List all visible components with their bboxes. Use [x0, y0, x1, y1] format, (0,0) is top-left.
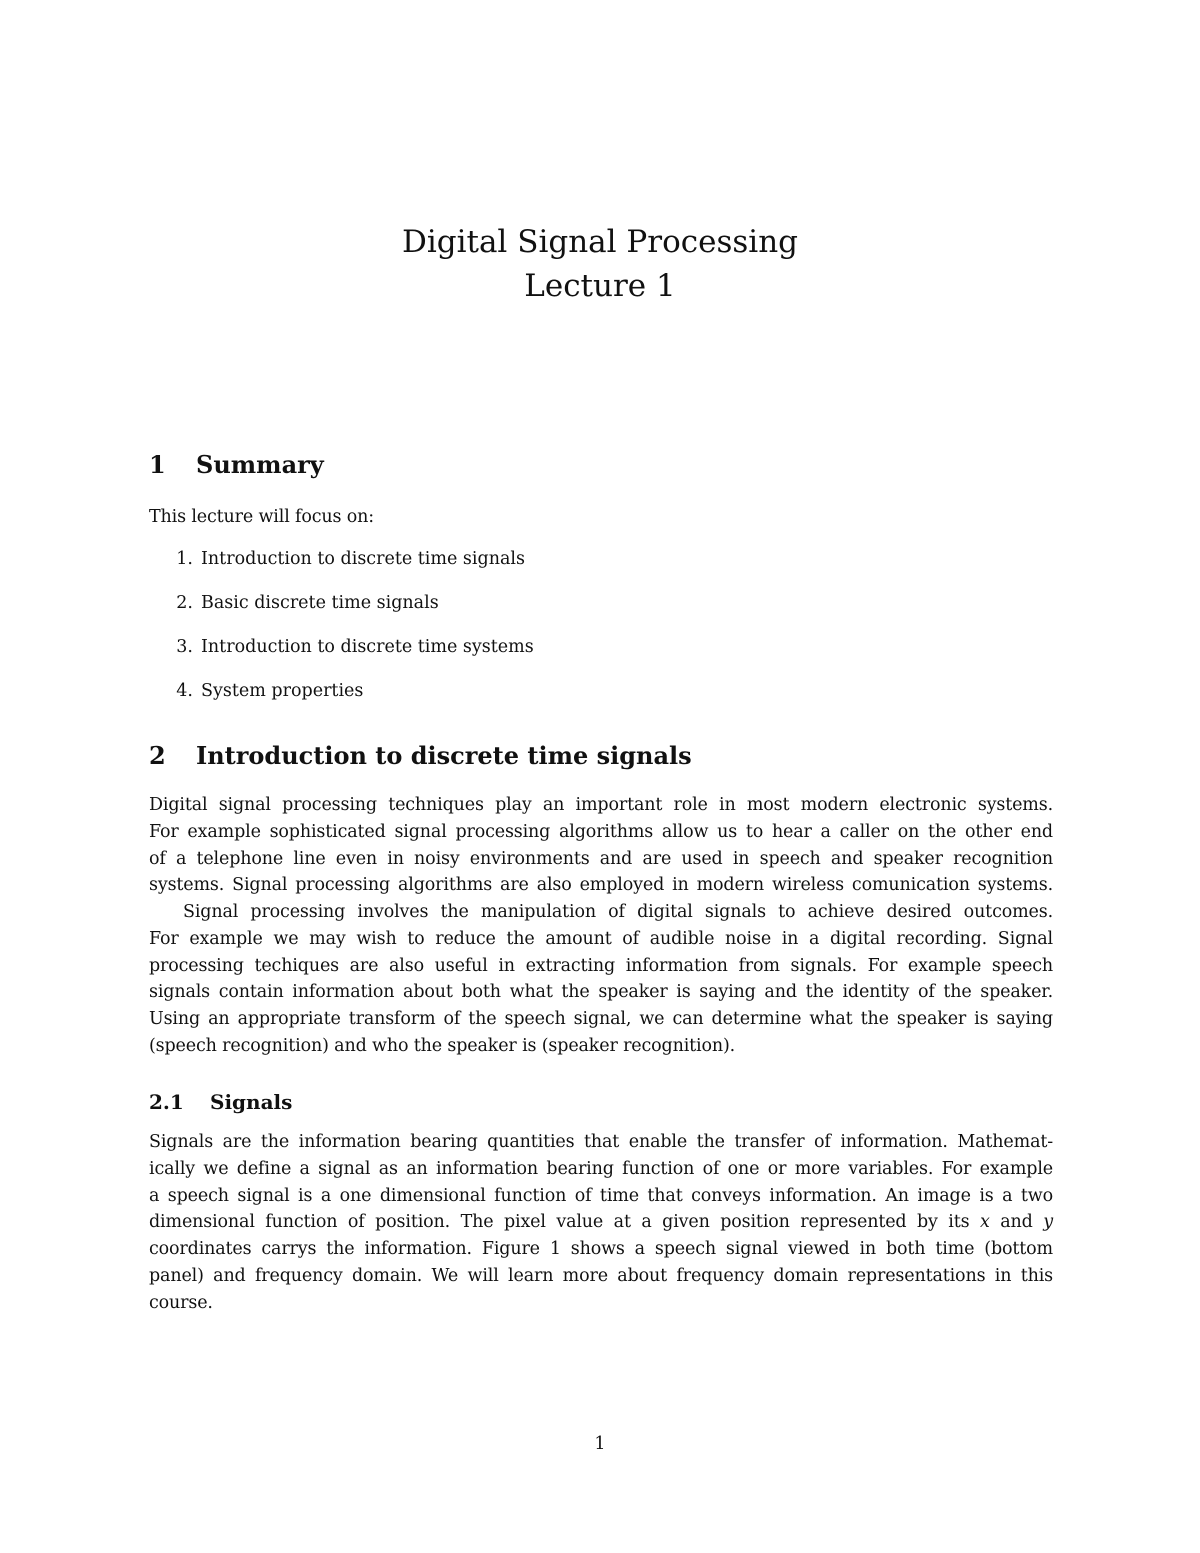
paragraph — [149, 1129, 1053, 1317]
section2-paragraph-2 — [149, 899, 1053, 1060]
subsection-title: Signals — [210, 1090, 293, 1114]
paragraph — [149, 899, 1053, 1060]
text-line: course. — [149, 1292, 213, 1313]
text-line — [149, 1209, 1053, 1236]
title-block — [0, 220, 1200, 308]
text-line: of a telephone line even in noisy environments and are used in speech and speaker recognition — [149, 848, 1053, 869]
summary-list-block — [166, 548, 1046, 724]
subsection-paragraph — [149, 1129, 1053, 1317]
list-item-text: System properties — [201, 681, 364, 701]
list-item-text: Introduction to discrete time signals — [201, 549, 525, 569]
section-number: 1 — [149, 450, 166, 479]
subsection-number: 2.1 — [149, 1090, 184, 1114]
text-line: panel) and frequency domain. We will learn more about frequency domain representations in this — [149, 1265, 1053, 1286]
text-line: Using an appropriate transform of the speech signal, we can determine what the speaker is saying — [149, 1009, 1053, 1030]
list-item — [166, 592, 1046, 614]
text-line: For example sophisticated signal processing algorithms allow us to hear a caller on the other end — [149, 821, 1053, 842]
text-line: systems. Signal processing algorithms are also employed in modern wireless comunication systems. — [149, 875, 1053, 896]
section-heading — [149, 449, 1053, 481]
topic-list — [166, 548, 1046, 702]
text-line: processing techiques are also useful in extracting information from signals. For example speech — [149, 955, 1053, 976]
document-title: Digital Signal Processing — [401, 224, 799, 260]
text-fragment: and — [1000, 1212, 1033, 1233]
document-subtitle: Lecture 1 — [524, 268, 676, 304]
section2-paragraph-1 — [149, 792, 1053, 899]
text-line: Signals are the information bearing quantities that enable the transfer of information. Mathemat- — [149, 1132, 1053, 1152]
summary-intro-block — [149, 504, 1053, 531]
text-line: signals contain information about both what the speaker is saying and the identity of the speaker. — [149, 982, 1053, 1003]
list-item-number: 4. — [176, 681, 193, 701]
text-line: ically we define a signal as an information bearing function of one or more variables. For example — [149, 1158, 1053, 1179]
math-variable-x: x — [980, 1212, 990, 1233]
list-item-text: Introduction to discrete time systems — [201, 637, 534, 657]
section-title: Summary — [196, 450, 324, 479]
text-line: For example we may wish to reduce the amount of audible noise in a digital recording. Signal — [149, 928, 1053, 949]
paragraph — [149, 792, 1053, 899]
text-line: coordinates carrys the information. Figure 1 shows a speech signal viewed in both time (bottom — [149, 1239, 1053, 1260]
math-variable-y: y — [1043, 1212, 1054, 1233]
text-line: Signal processing involves the manipulation of digital signals to achieve desired outcomes. — [183, 902, 1053, 922]
section-number: 2 — [149, 741, 166, 770]
text-line: Digital signal processing techniques play an important role in most modern electronic systems. — [149, 795, 1053, 815]
text-line: (speech recognition) and who the speaker is (speaker recognition). — [149, 1035, 736, 1056]
subsection-signals — [149, 1088, 1053, 1116]
text-fragment: dimensional function of position. The pixel value at a given position represented by its — [149, 1212, 970, 1233]
list-item — [166, 680, 1046, 702]
section-title: Introduction to discrete time signals — [196, 741, 692, 770]
list-item-text: Basic discrete time signals — [201, 593, 439, 613]
text-line: a speech signal is a one dimensional function of time that conveys information. An image is a two — [149, 1185, 1053, 1206]
page-number: 1 — [594, 1434, 606, 1454]
subsection-heading — [149, 1088, 1053, 1116]
section-summary — [149, 449, 1053, 481]
list-item-number: 2. — [176, 593, 193, 613]
summary-intro: This lecture will focus on: — [149, 507, 375, 527]
list-item — [166, 636, 1046, 658]
list-item — [166, 548, 1046, 570]
section-intro-signals — [149, 740, 1053, 772]
section-heading — [149, 740, 1053, 772]
list-item-number: 1. — [176, 549, 193, 569]
list-item-number: 3. — [176, 637, 193, 657]
